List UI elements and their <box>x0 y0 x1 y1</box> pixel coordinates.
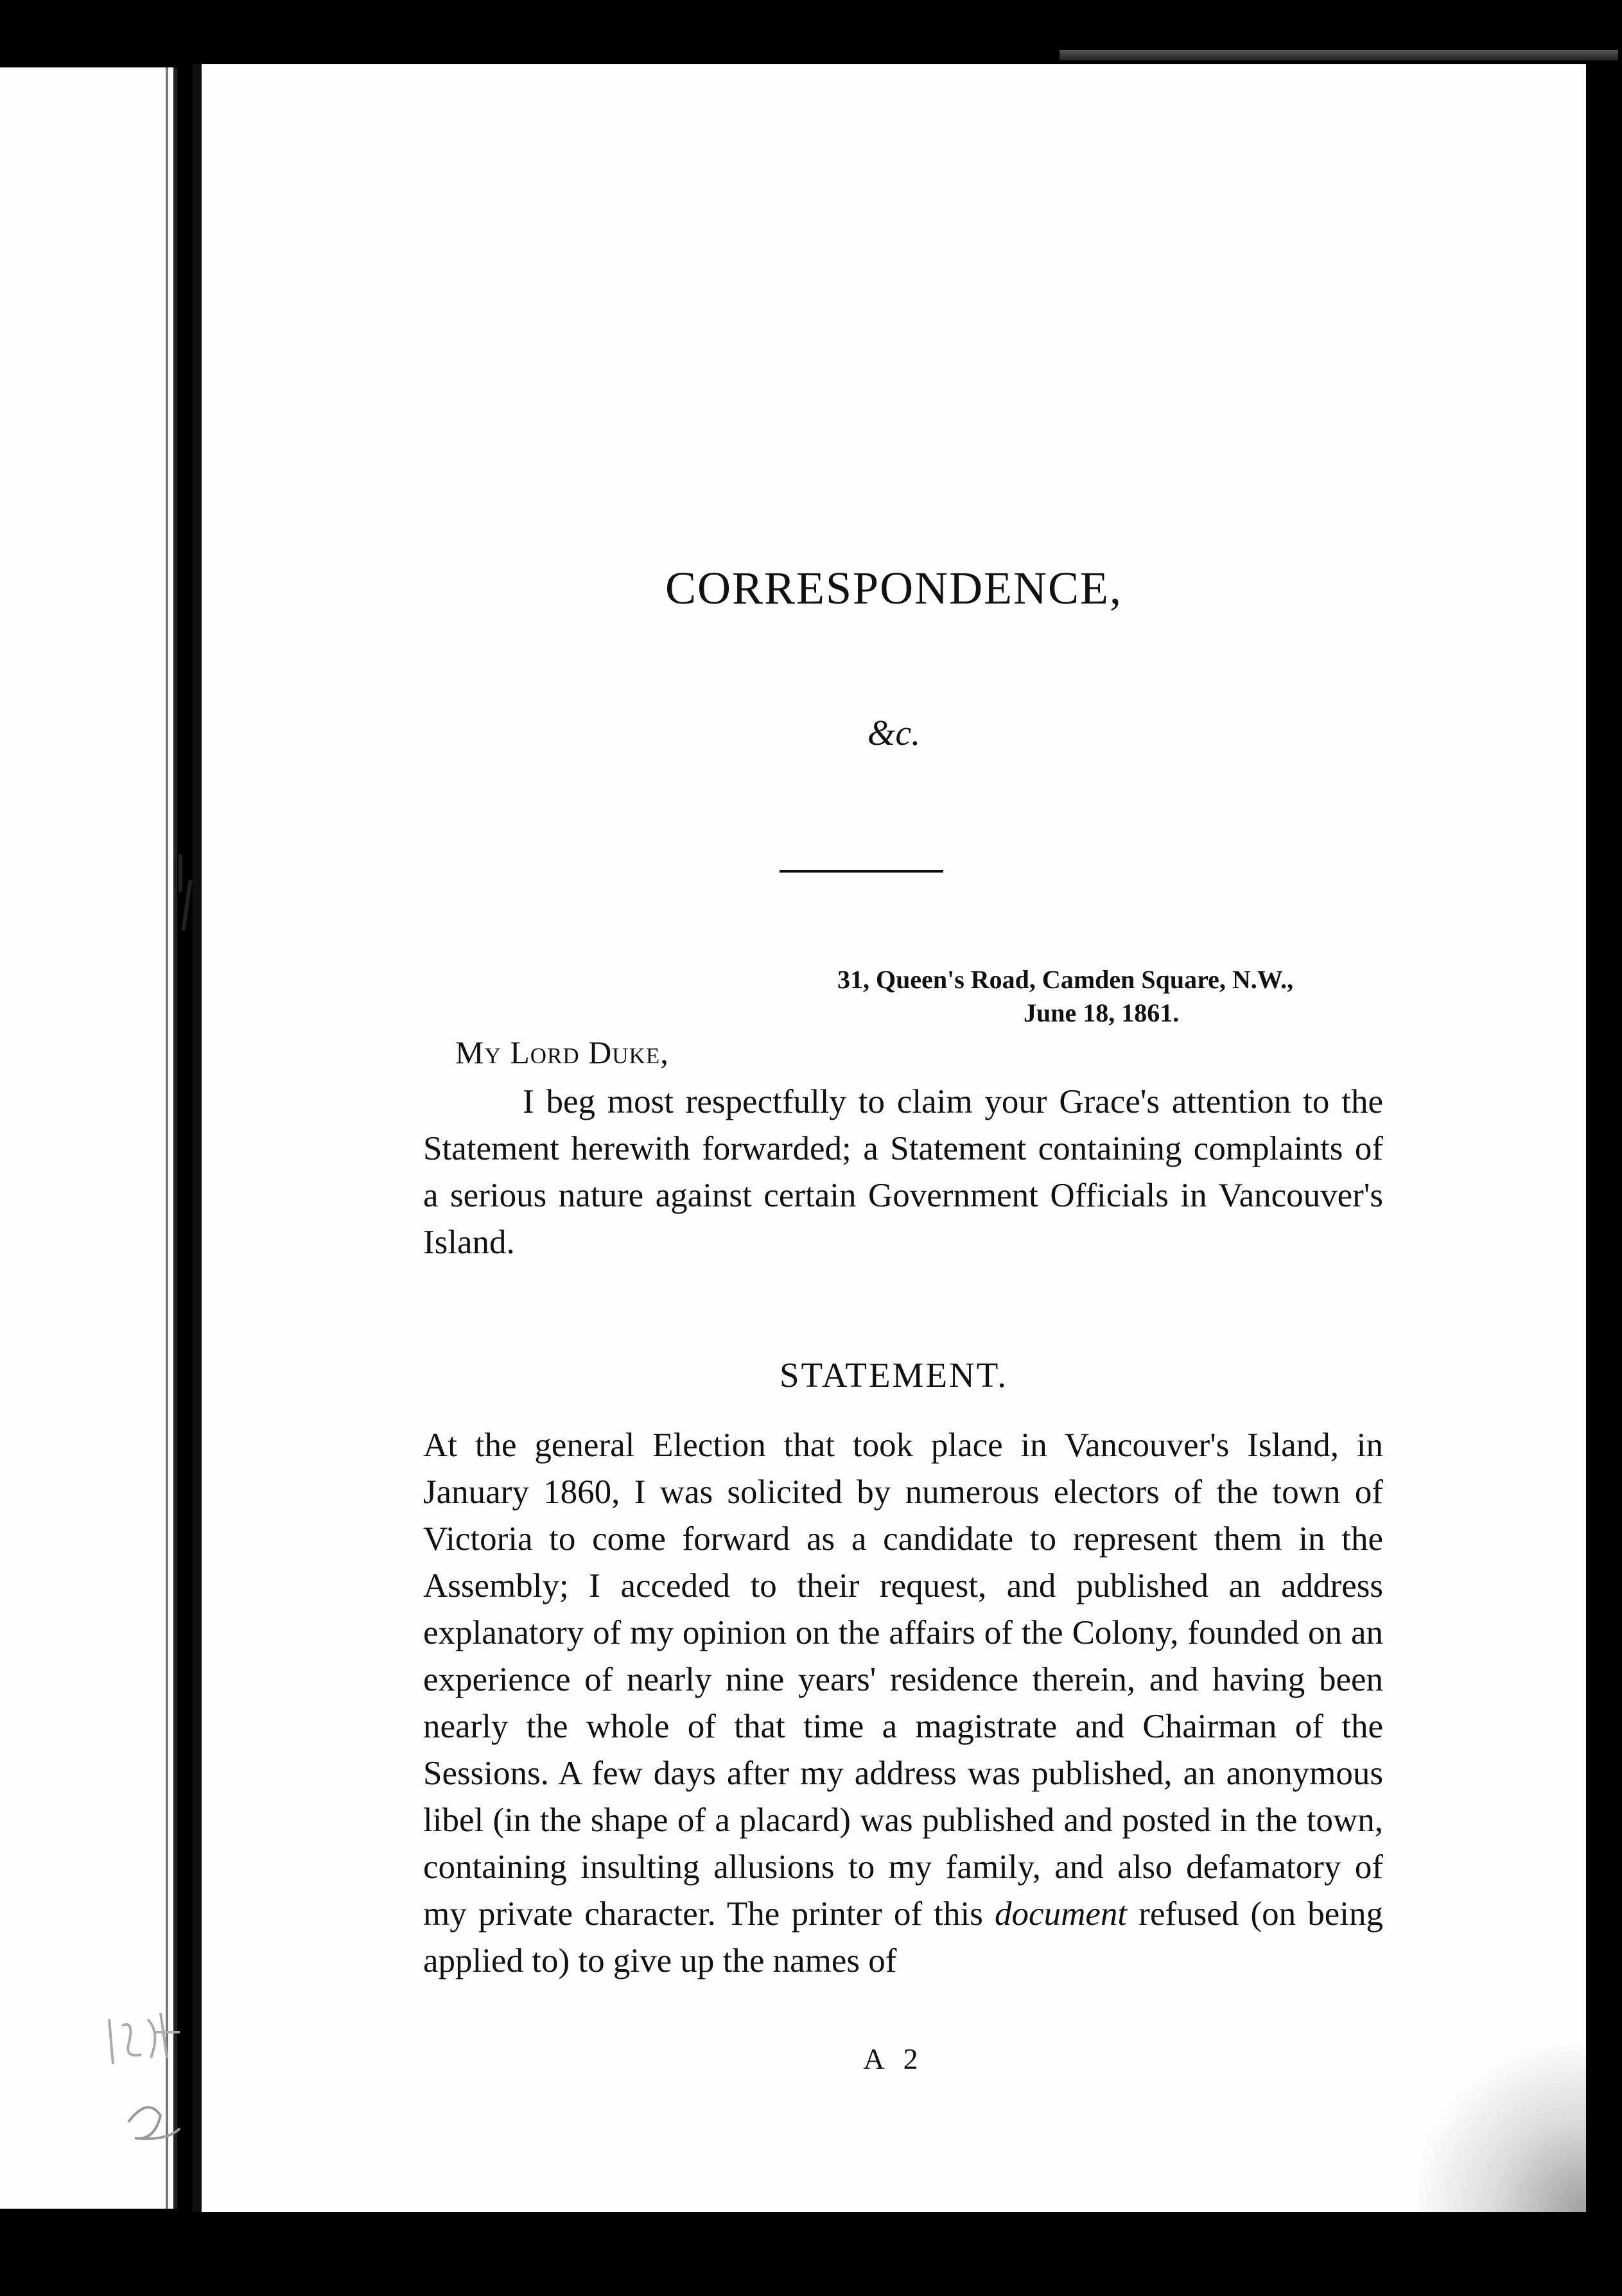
intro-paragraph: I beg most respectfully to claim your Grace's attention to the Statement herewith forwarded; a Statement containing complaints of a serious nature against certain Government Officials in Vancouver's Island. <box>423 1083 1383 1261</box>
page-subtitle: &c. <box>867 713 921 753</box>
statement-paragraph <box>423 1422 1383 1985</box>
letter-address <box>837 963 1544 1030</box>
binding-marks <box>176 854 195 931</box>
title-divider <box>780 870 943 873</box>
facing-page-border <box>166 67 168 2209</box>
signature-mark: A 2 <box>863 2042 925 2075</box>
statement-text-end: refused (on being applied to) to give up the names of <box>423 1895 1384 1979</box>
statement-text-main: At the general Election that took place in Vancouver's Island, in January 1860, I was solicited by numerous electors of the town of Victoria to come forward as a candidate to represent them in the Assembly; I acceded to their request, and published an address explanatory of my opinion on the affairs of the Colony, founded on an experience of nearly nine years' residence therein, and having been nearly the whole of that time a magistrate and Chairman of the Sessions. A few days after my address was published, an anonymous libel (in the shape of a placard) was published and posted in the town, containing insulting allusions to my family, and also defamatory of my private character. The printer of this <box>423 1427 1383 1933</box>
statement-text-italic: document <box>995 1895 1128 1933</box>
address-street: 31, Queen's Road, Camden Square, N.W., <box>837 965 1294 994</box>
handwritten-pencil-marks <box>90 1994 218 2161</box>
address-date: June 18, 1861. <box>1024 998 1180 1027</box>
page-corner-shadow <box>1419 2045 1586 2212</box>
section-heading: STATEMENT. <box>779 1355 1009 1395</box>
facing-page-edge <box>0 67 177 2209</box>
letter-salutation: My Lord Duke, <box>455 1034 669 1070</box>
document-page <box>193 64 1586 2212</box>
page-title: CORRESPONDENCE, <box>665 562 1123 614</box>
page-top-shadow <box>1060 50 1618 60</box>
